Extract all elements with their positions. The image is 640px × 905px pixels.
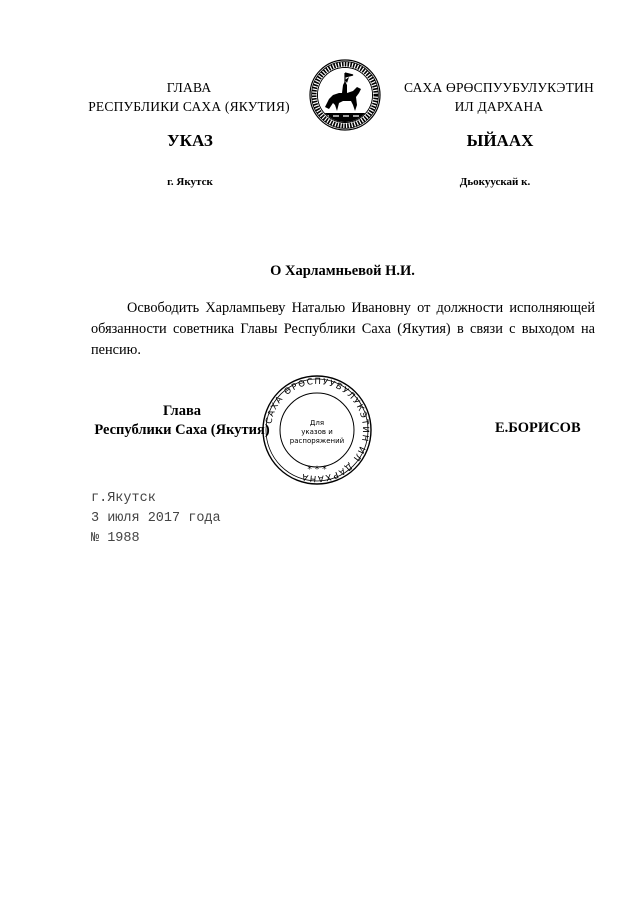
official-stamp <box>256 375 378 485</box>
stamp-center-line3: распоряжений <box>289 437 345 445</box>
stamp-ring-text: САХА ӨРӨСПУУБУЛУКЭТИН ИЛ ДАРХАНА <box>264 376 371 484</box>
stamp-star-icon: * * * <box>307 465 327 475</box>
city-left: г. Якутск <box>167 176 213 188</box>
stamp-center-line1: Для <box>309 419 325 427</box>
registration-date: 3 июля 2017 года <box>91 511 221 526</box>
coat-of-arms-icon <box>309 59 381 131</box>
registration-number: № 1988 <box>91 531 140 546</box>
header-left-line2: РЕСПУБЛИКИ САХА (ЯКУТИЯ) <box>88 99 290 114</box>
signatory-name: Е.БОРИСОВ <box>495 420 581 436</box>
signatory-title-line1: Глава <box>162 403 202 419</box>
doc-type-left: УКАЗ <box>167 131 213 150</box>
header-right <box>388 78 610 116</box>
header-right-line1: САХА ӨРӨСПУУБУЛУКЭТИН <box>404 80 594 95</box>
header-right-line2: ИЛ ДАРХАНА <box>454 99 544 114</box>
decree-subject: О Харламньевой Н.И. <box>270 263 415 279</box>
header-left-line1: ГЛАВА <box>166 80 212 95</box>
doc-type-right: ЫЙААХ <box>466 131 534 150</box>
signatory-title-line2: Республики Саха (Якутия) <box>94 422 270 438</box>
decree-body: Освободить Харлампьеву Наталью Ивановну от должности исполняющей обязанности советника Главы Республики Саха (Якутия) в связи с выходом на пенсию. <box>91 300 595 358</box>
header-left <box>80 78 298 116</box>
registration-city: г.Якутск <box>91 491 156 506</box>
city-right: Дьокуускай к. <box>459 176 531 188</box>
stamp-center-line2: указов и <box>301 428 333 436</box>
signatory-title <box>91 402 273 440</box>
